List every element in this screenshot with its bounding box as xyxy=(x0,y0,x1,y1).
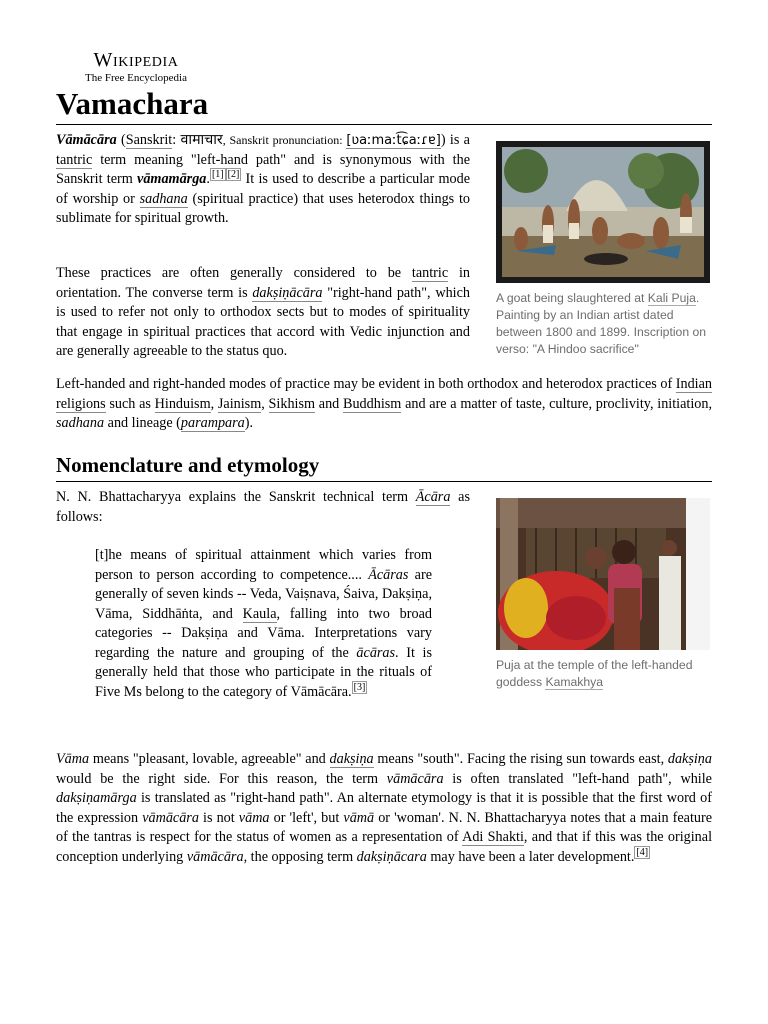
section-divider xyxy=(56,481,712,482)
text: and xyxy=(315,395,343,412)
text: as follows: xyxy=(56,489,470,525)
ref-2[interactable]: [2] xyxy=(227,169,240,181)
term-vamamarga: vāmamārga xyxy=(137,171,207,187)
logo-wordmark: Wikipedia xyxy=(93,49,179,71)
link-acara[interactable]: Ācāra xyxy=(415,489,451,505)
figure-caption-2 xyxy=(496,657,712,691)
text: , xyxy=(210,395,218,412)
text: in orientation. The converse term is xyxy=(56,265,470,301)
term-vamacara-4: vāmācāra xyxy=(186,848,244,865)
text: It is used to describe a particular mode of worship or xyxy=(56,171,470,207)
text: (spiritual practice) that uses heterodox things to sublimate for spiritual growth. xyxy=(56,190,470,226)
link-tantric[interactable]: tantric xyxy=(56,151,93,168)
term-daksinacara: dakṣiṇācara xyxy=(356,848,427,865)
link-kaula[interactable]: Kaula xyxy=(242,605,277,622)
link-kali-puja[interactable]: Kali Puja xyxy=(647,291,696,305)
link-parampara[interactable]: parampara xyxy=(180,415,245,431)
term-sadhana: sadhana xyxy=(56,415,105,431)
link-buddhism[interactable]: Buddhism xyxy=(343,395,402,412)
goat-sacrifice-painting[interactable] xyxy=(496,141,710,283)
link-hinduism[interactable]: Hinduism xyxy=(154,395,211,412)
text: , falling into two broad categories -- Dakṣiṇa and Vāma. Interpretations vary regarding the nature and grouping of the xyxy=(95,605,432,661)
term-acaras: Ācāras xyxy=(368,566,409,583)
term-vamaa: vāmā xyxy=(343,809,375,826)
text: . It is generally held that those who participate in the rituals of Five Ms belong to the category of Vāmācāra. xyxy=(95,644,432,700)
text: would be the right side. For this reason, the term xyxy=(56,770,387,787)
link-jainism[interactable]: Jainism xyxy=(217,395,262,412)
text: means "pleasant, lovable, agreeable" and xyxy=(89,751,330,767)
paragraph-practices xyxy=(56,264,470,362)
link-kamakhya[interactable]: Kamakhya xyxy=(545,675,604,689)
term-acaras-2: ācāras xyxy=(356,644,396,661)
intro-paragraph: Vāmācāra (Sanskrit: वामाचार, Sanskrit pronunciation: [ʋaːmaːt͡ɕaːɾɐ]) is a tantric term meaning "left-hand path" and is synonymous with the Sanskrit term vāmamārga. [1] [2] It is used to describe a particular mode of worship or sadhana (spiritual practice) that uses heterodox things to sublimate for spiritual growth. xyxy=(56,132,470,226)
wikipedia-logo[interactable] xyxy=(76,48,196,84)
text: such as xyxy=(105,395,155,412)
link-sadhana[interactable]: sadhana xyxy=(139,190,188,207)
paragraph-etymology xyxy=(56,750,712,867)
figure-caption xyxy=(496,290,712,358)
text: A goat being slaughtered at xyxy=(496,291,648,305)
text: . Painting by an Indian artist dated between 1800 and 1899. Inscription on verso: "A Hindoo sacrifice" xyxy=(496,291,707,356)
term-vamacara-3: vāmācāra xyxy=(142,809,199,826)
paragraph-modes xyxy=(56,375,712,434)
term-vama-2: vāma xyxy=(238,809,270,826)
logo-tagline: The Free Encyclopedia xyxy=(84,72,187,84)
link-ipa[interactable]: [ʋaːmaːt͡ɕaːɾɐ] xyxy=(346,133,441,148)
link-indian-religions[interactable]: Indian religions xyxy=(56,376,712,412)
term-vama: Vāma xyxy=(56,751,90,767)
text: , and that if this was the original conception underlying xyxy=(56,829,713,865)
term-daksina: dakṣiṇa xyxy=(667,751,712,767)
text: may have been a later development. xyxy=(426,848,635,865)
text: "right-hand path", which is used to refer not only to orthodox sects but to modes of spirituality that engage in spiritual practices that accord with Vedic injunction and are generally agreeable to the status quo. xyxy=(56,284,470,359)
ref-4[interactable]: [4] xyxy=(636,846,649,858)
link-daksina[interactable]: dakṣiṇa xyxy=(329,751,374,767)
text: ( xyxy=(116,132,126,148)
term-vamacara: Vāmācāra xyxy=(56,132,117,148)
text: means "south". Facing the rising sun towards east, xyxy=(373,751,668,767)
text: ) is a xyxy=(440,132,470,148)
text: Left-handed and right-handed modes of practice may be evident in both orthodox and heterodox practices of xyxy=(56,376,676,392)
link-sanskrit[interactable]: Sanskrit xyxy=(125,132,173,148)
figure-kamakhya xyxy=(496,498,712,691)
title-divider xyxy=(56,124,712,125)
text: : xyxy=(172,132,181,148)
text: , xyxy=(261,395,269,412)
pronunciation-label: , Sanskrit pronunciation: xyxy=(222,133,347,147)
term-vamacara-2: vāmācāra xyxy=(386,770,444,787)
ref-3[interactable]: [3] xyxy=(353,681,366,693)
text: are generally of seven kinds -- Veda, Vaiṣnava, Śaiva, Dakṣiṇa, Vāma, Siddhāṅta, and xyxy=(95,566,432,622)
text: N. N. Bhattacharyya explains the Sanskrit technical term xyxy=(56,489,416,505)
text: ). xyxy=(244,415,254,431)
text: and lineage ( xyxy=(104,415,181,431)
ref-1[interactable]: [1] xyxy=(211,169,224,181)
text: or 'left', but xyxy=(269,809,344,826)
link-sikhism[interactable]: Sikhism xyxy=(268,395,316,412)
link-tantric-2[interactable]: tantric xyxy=(411,265,449,281)
text: or 'woman'. N. N. Bhattacharyya notes that a main feature of the tantras is respect for the status of women as a representation of xyxy=(56,809,713,845)
term-daksinamarga: dakṣiṇamārga xyxy=(56,790,137,806)
text: is translated as "right-hand path". An alternate etymology is that it is possible that the first word of the expression xyxy=(56,790,712,826)
text: [t]he means of spiritual attainment which varies from person to person according to competence.... xyxy=(95,547,432,583)
text: and are a matter of taste, culture, proclivity, initiation, xyxy=(401,395,713,412)
link-adi-shakti[interactable]: Adi Shakti xyxy=(462,829,524,845)
text: Puja at the temple of the left-handed goddess xyxy=(496,658,693,689)
text: , the opposing term xyxy=(243,848,357,865)
text: term meaning "left-hand path" and is synonymous with the Sanskrit term xyxy=(56,151,470,187)
devanagari-text: वामाचार xyxy=(180,132,223,148)
text: These practices are often generally considered to be xyxy=(56,265,412,281)
kamakhya-puja-photo[interactable] xyxy=(496,498,710,650)
section-heading: Nomenclature and etymology xyxy=(56,453,320,477)
figure-goat-sacrifice xyxy=(496,141,712,358)
text: is not xyxy=(198,809,239,826)
paragraph-bhattacharyya xyxy=(56,488,470,527)
blockquote xyxy=(95,546,432,702)
page-title: Vamachara xyxy=(56,86,209,121)
link-daksinacara[interactable]: dakṣiṇācāra xyxy=(252,284,323,301)
text: is often translated "left-hand path", while xyxy=(443,770,712,787)
